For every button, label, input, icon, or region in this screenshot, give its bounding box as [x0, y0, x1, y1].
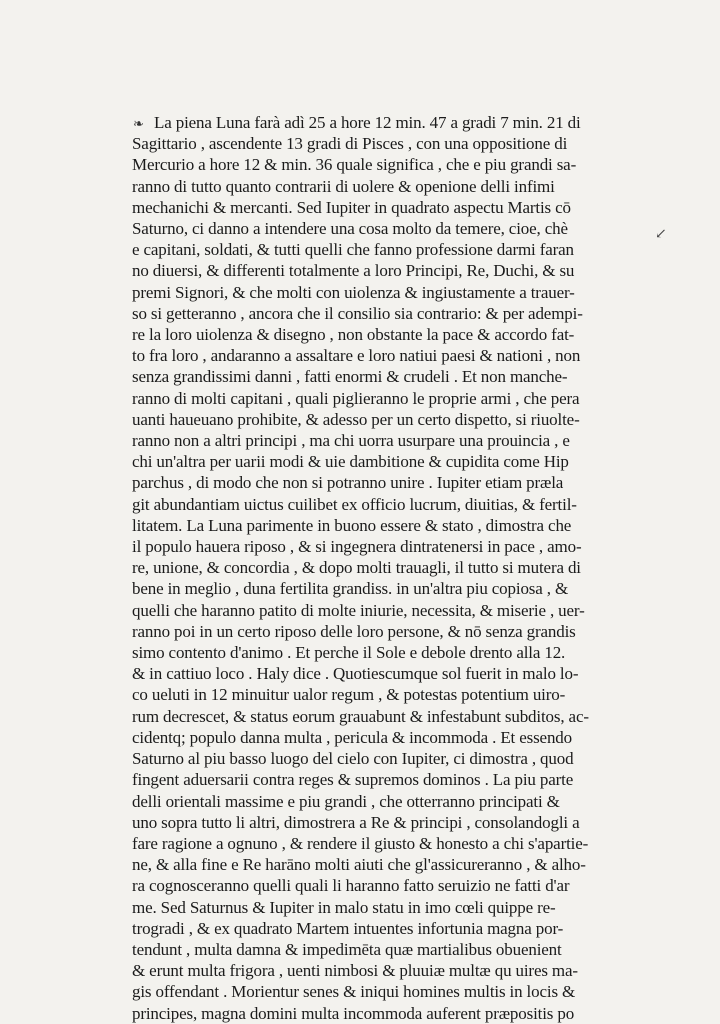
text-line: simo contento d'animo . Et perche il Sole e debole drento alla 12. [132, 643, 566, 663]
text-line: trogradi , & ex quadrato Martem intuentes infortunia magna por- [132, 918, 564, 938]
text-line: ra cognosceranno quelli quali li haranno fatto seruizio ne fatti d'ar [132, 876, 570, 896]
text-line: parchus , di modo che non si potranno unire . Iupiter etiam præla [132, 473, 564, 493]
text-line: Saturno, ci danno a intendere una cosa molto da temere, cioe, chè [132, 219, 568, 239]
text-line: co ueluti in 12 minuitur ualor regum , & potestas potentium uiro- [132, 685, 566, 705]
paragraph-marker: ❧ [133, 116, 144, 131]
text-line: git abundantiam uictus cuilibet ex officio lucrum, diuitias, & fertil- [132, 494, 577, 514]
text-line: uno sopra tutto li altri, dimostrera a Re & principi , consolandogli a [132, 812, 580, 832]
text-line: cidentq; populo danna multa , pericula & incommoda . Et essendo [132, 727, 572, 747]
text-line: tendunt , multa damna & impedimēta quæ martialibus obuenient [132, 939, 562, 959]
text-line: ranno di molti capitani , quali piglieranno le proprie armi , che pera [132, 388, 580, 408]
text-line: uanti haueuano prohibite, & adesso per un certo dispetto, si riuolte- [132, 409, 580, 429]
text-line: fingent aduersarii contra reges & supremos dominos . La piu parte [132, 770, 574, 790]
text-line: to fra loro , andaranno a assaltare e loro natiui paesi & nationi , non [132, 346, 581, 366]
text-line: chi un'altra per uarii modi & uie dambitione & cupidita come Hip [132, 452, 569, 472]
text-line: e capitani, soldati, & tutti quelli che fanno professione darmi faran [132, 240, 574, 260]
text-line: Mercurio a hore 12 & min. 36 quale significa , che e piu grandi sa- [132, 155, 577, 175]
text-line: premi Signori, & che molti con uiolenza & ingiustamente a trauer- [132, 282, 575, 302]
text-line: ne, & alla fine e Re harāno molti aiuti che gl'assicureranno , & alho- [132, 855, 586, 875]
text-line: quelli che haranno patito di molte iniurie, necessita, & miserie , uer- [132, 600, 585, 620]
text-line: La piena Luna farà adì 25 a hore 12 min. 47 a gradi 7 min. 21 di [154, 113, 581, 132]
text-line: senza grandissimi danni , fatti enormi & crudeli . Et non manche- [132, 367, 568, 387]
text-line: no diuersi, & differenti totalmente a loro Principi, Re, Duchi, & su [132, 261, 575, 281]
margin-mark: ↙ [655, 227, 667, 242]
text-line: & in cattiuo loco . Haly dice . Quotiescumque sol fuerit in malo lo- [132, 664, 579, 684]
text-line: re, unione, & concordia , & dopo molti trauagli, il tutto si mutera di [132, 558, 581, 578]
text-line: ranno di tutto quanto contrarii di uolere & openione delli infimi [132, 176, 555, 196]
text-line: ranno non a altri principi , ma chi uorra usurpare una prouincia , e [132, 431, 570, 451]
body-text [132, 112, 632, 1024]
text-line: mechanichi & mercanti. Sed Iupiter in quadrato aspectu Martis cō [132, 197, 571, 217]
text-line: gis offendant . Morientur senes & iniqui homines multis in locis & [132, 982, 576, 1002]
text-line: so si getteranno , ancora che il consilio sia contrario: & per adempi- [132, 303, 583, 323]
text-line: & erunt multa frigora , uenti nimbosi & pluuiæ multæ qu uires ma- [132, 961, 578, 981]
text-line: il populo hauera riposo , & si ingegnera dintratenersi in pace , amo- [132, 537, 582, 557]
text-line: Saturno al piu basso luogo del cielo con Iupiter, ci dimostra , quod [132, 749, 574, 769]
text-line: delli orientali massime e piu grandi , che otterranno principati & [132, 791, 560, 811]
text-line: litatem. La Luna parimente in buono essere & stato , dimostra che [132, 515, 572, 535]
text-line: principes, magna domini multa incommoda auferent præpositis po [132, 1003, 575, 1023]
text-line: me. Sed Saturnus & Iupiter in malo statu in imo cœli quippe re- [132, 897, 556, 917]
text-line: bene in meglio , duna fertilita grandiss. in un'altra piu copiosa , & [132, 579, 569, 599]
text-line: ranno poi in un certo riposo delle loro persone, & nō senza grandis [132, 621, 576, 641]
text-line: rum decrescet, & status eorum grauabunt & infestabunt subditos, ac- [132, 706, 589, 726]
text-line: Sagittario , ascendente 13 gradi di Pisces , con una oppositione di [132, 134, 568, 154]
text-line: re la loro uiolenza & disegno , non obstante la pace & accordo fat- [132, 325, 575, 345]
text-line: fare ragione a ognuno , & rendere il giusto & honesto a chi s'apartie- [132, 833, 589, 853]
